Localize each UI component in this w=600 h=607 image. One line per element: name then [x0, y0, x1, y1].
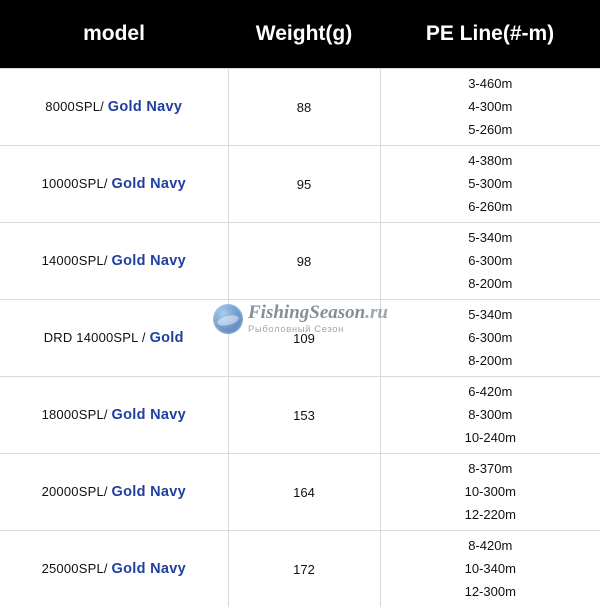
model-code: 14000SPL/: [42, 253, 108, 268]
pe-line-value: 4-380m: [468, 154, 512, 168]
pe-line-value: 5-300m: [468, 177, 512, 191]
column-header-model: model: [0, 0, 228, 69]
pe-line-value: 6-300m: [468, 254, 512, 268]
table-row: [0, 377, 600, 454]
model-cell: [0, 531, 228, 607]
table-row: [0, 146, 600, 223]
model-cell: [0, 146, 228, 223]
model-code: 10000SPL/: [42, 176, 108, 191]
model-code: 8000SPL/: [45, 99, 104, 114]
model-code: 18000SPL/: [42, 407, 108, 422]
pe-line-value: 10-340m: [465, 562, 516, 576]
table-row: [0, 300, 600, 377]
weight-cell: 95: [228, 146, 380, 223]
pe-line-value: 5-340m: [468, 308, 512, 322]
pe-line-value: 12-220m: [465, 508, 516, 522]
weight-cell: 98: [228, 223, 380, 300]
pe-line-value: 10-300m: [465, 485, 516, 499]
column-header-weight: Weight(g): [228, 0, 380, 69]
model-code: DRD 14000SPL /: [44, 330, 146, 345]
watermark-subtitle: Рыболовный Сезон: [248, 324, 388, 335]
model-cell: [0, 300, 228, 377]
pe-line-value: 5-340m: [468, 231, 512, 245]
table-body: [0, 69, 600, 607]
model-brand: Gold Navy: [112, 407, 186, 423]
model-code: 20000SPL/: [42, 484, 108, 499]
watermark-title-main: FishingSeason: [248, 302, 365, 323]
pe-line-cell: [380, 146, 600, 223]
header-row: [0, 0, 600, 69]
pe-line-cell: [380, 531, 600, 607]
pe-line-cell: [380, 454, 600, 531]
pe-line-cell: [380, 69, 600, 146]
pe-line-value: 8-200m: [468, 277, 512, 291]
table-row: [0, 454, 600, 531]
pe-line-value: 6-300m: [468, 331, 512, 345]
pe-line-value: 10-240m: [465, 431, 516, 445]
weight-cell: 88: [228, 69, 380, 146]
model-cell: [0, 377, 228, 454]
weight-cell: 153: [228, 377, 380, 454]
model-code: 25000SPL/: [42, 561, 108, 576]
pe-line-cell: [380, 377, 600, 454]
pe-line-value: 8-300m: [468, 408, 512, 422]
pe-line-value: 12-300m: [465, 585, 516, 599]
watermark-title-domain: .ru: [365, 302, 388, 323]
table-row: [0, 69, 600, 146]
model-brand: Gold: [150, 330, 184, 346]
pe-line-cell: [380, 223, 600, 300]
model-brand: Gold Navy: [112, 253, 186, 269]
table-row: [0, 531, 600, 607]
table-row: [0, 223, 600, 300]
model-cell: [0, 69, 228, 146]
pe-line-value: 6-420m: [468, 385, 512, 399]
model-cell: [0, 223, 228, 300]
weight-cell: 172: [228, 531, 380, 607]
column-header-pe-line: PE Line(#-m): [380, 0, 600, 69]
model-cell: [0, 454, 228, 531]
pe-line-value: 6-260m: [468, 200, 512, 214]
pe-line-cell: [380, 300, 600, 377]
model-brand: Gold Navy: [108, 99, 182, 115]
pe-line-value: 5-260m: [468, 123, 512, 137]
model-brand: Gold Navy: [112, 561, 186, 577]
weight-cell: 109: [228, 300, 380, 377]
pe-line-value: 4-300m: [468, 100, 512, 114]
pe-line-value: 8-200m: [468, 354, 512, 368]
table-header: [0, 0, 600, 69]
pe-line-value: 8-420m: [468, 539, 512, 553]
pe-line-value: 3-460m: [468, 77, 512, 91]
model-brand: Gold Navy: [112, 176, 186, 192]
pe-line-value: 8-370m: [468, 462, 512, 476]
model-brand: Gold Navy: [112, 484, 186, 500]
weight-cell: 164: [228, 454, 380, 531]
